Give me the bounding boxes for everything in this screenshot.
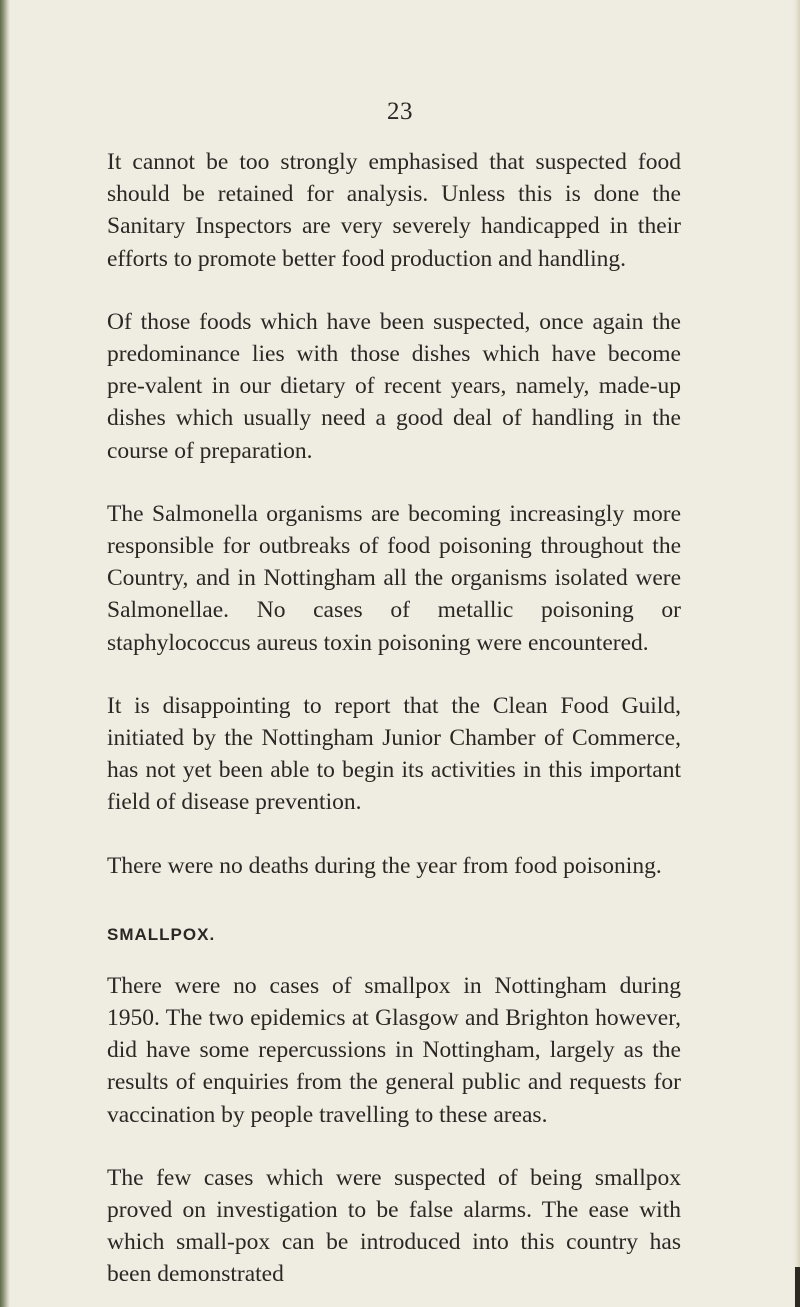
paragraph-smallpox-cases: There were no cases of smallpox in Nottingham during 1950. The two epidemics at Glasgow and Brighton however, did have some repercussions in Nottingham, largely as the results of enquiries from the general public and requests for vaccination by people travelling to these areas. [107, 972, 681, 1128]
paragraph-clean-food-guild: It is disappointing to report that the Clean Food Guild, initiated by the Nottingham Junior Chamber of Commerce, has not yet been able to begin its activities in this important field of disease prevention. [107, 692, 681, 816]
paragraph-suspected-foods: Of those foods which have been suspected, once again the predominance lies with those dishes which have become pre-valent in our dietary of recent years, namely, made-up dishes which usually need a good deal of handling in the course of preparation. [107, 308, 681, 464]
section-heading-smallpox: SMALLPOX. [107, 924, 216, 944]
binding-edge [0, 0, 10, 1307]
scan-corner-mark [795, 1267, 800, 1307]
paragraph-no-deaths: There were no deaths during the year from food poisoning. [107, 852, 662, 879]
paragraph-salmonella: The Salmonella organisms are becoming increasingly more responsible for outbreaks of food poisoning throughout the Country, and in Nottingham all the organisms isolated were Salmonellae. No cases of metallic poisoning or staphylococcus aureus toxin poisoning were encountered. [107, 500, 681, 656]
page-edge-shadow [792, 0, 800, 1307]
page-number: 23 [387, 98, 413, 125]
page-body [107, 146, 681, 1291]
paragraph-food-analysis: It cannot be too strongly emphasised that suspected food should be retained for analysis. Unless this is done the Sanitary Inspectors are very severely handicapped in their efforts to promote better food production and handling. [107, 149, 681, 272]
paragraph-false-alarms: The few cases which were suspected of being smallpox proved on investigation to be false alarms. The ease with which small-pox can be introduced into this country has been demonstrated [107, 1164, 681, 1288]
